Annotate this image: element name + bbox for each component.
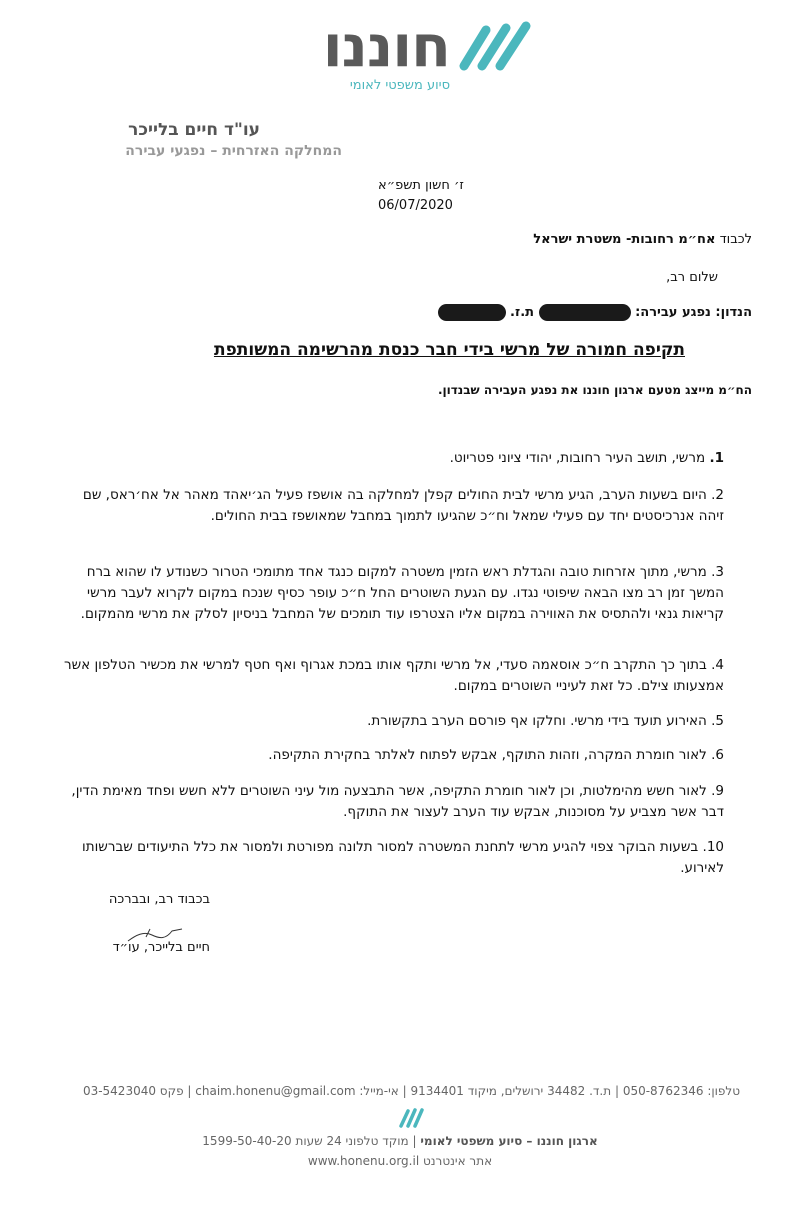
paragraph-text: לאור חשש מהימלטות, וכן לאור חומרת התקיפה, אשר התבצעה מול עיני השוטרים ללא חשש ופחד מאימת הדין, דבר אשר מצביע על מסוכנות, אבקש עוד הערב לעצור את התוקף. bbox=[71, 783, 724, 820]
date-gregorian: 06/07/2020 bbox=[378, 198, 453, 213]
logo-stripes-icon bbox=[456, 20, 540, 74]
paragraph-text: בשעות הבוקר צפוי להגיע מרשי לתחנת המשטרה למסור תלונה מפורטת ולמסור את כלל התיעודים שברשותו לאירוע. bbox=[82, 839, 724, 876]
paragraph-number: 9. bbox=[711, 783, 724, 799]
redacted-id bbox=[438, 304, 506, 321]
subject-line bbox=[438, 304, 752, 321]
paragraph-3 bbox=[64, 562, 724, 625]
paragraph-text: היום בשעות הערב, הגיע מרשי לבית החולים קפלן למחלקה בה אושפז פעיל הג׳יאהד מאהר אל אח׳ראס, שם זיהה אנרכיסטים יחד עם פעילי שמאל וח״כ שהגיעו לתמוך במחבל שמאושפז בבית החולים. bbox=[82, 487, 724, 524]
paragraph-text: האירוע תועד בידי מרשי. וחלקו אף פורסם הערב בתקשורת. bbox=[367, 713, 707, 729]
recipient-prefix: לכבוד bbox=[719, 232, 752, 247]
paragraph-text: לאור חומרת המקרה, וזהות התוקף, אבקש לפתוח לאלתר בחקירת התקיפה. bbox=[268, 747, 707, 763]
paragraph-4 bbox=[64, 655, 724, 697]
paragraph-number: 5. bbox=[711, 713, 724, 729]
paragraph-2 bbox=[64, 485, 724, 527]
footer-hotline: | מוקד טלפוני 24 שעות 1599-50-40-20 bbox=[202, 1134, 417, 1148]
letter-headline: תקיפה חמורה של מרשי בידי חבר כנסת מהרשימה המשותפת bbox=[213, 340, 685, 360]
paragraph-5 bbox=[64, 711, 724, 732]
closing-line: בכבוד רב, ובברכה bbox=[108, 892, 210, 907]
paragraph-number: 6. bbox=[711, 747, 724, 763]
footer-website: אתר אינטרנט www.honenu.org.il bbox=[307, 1154, 493, 1168]
paragraph-text: מרשי, תושב העיר רחובות, יהודי ציוני פטריוט. bbox=[449, 450, 706, 466]
intro-line: הח״מ מייצג מטעם ארגון חוננו את נפגע העבירה שבנדון. bbox=[437, 383, 752, 397]
recipient-name: אח״מ רחובות- משטרת ישראל bbox=[533, 232, 716, 247]
paragraph-number: 2. bbox=[711, 487, 724, 503]
paragraph-number: 4. bbox=[711, 657, 724, 673]
paragraph-1 bbox=[64, 448, 724, 469]
footer-contact: טלפון: 050-8762346 | ת.ד. 34482 ירושלים, מיקוד 9134401 | אי-מייל: chaim.honenu@gmail.com | פקס 03-5423040 bbox=[82, 1084, 740, 1098]
subject-id-label: ת.ז. bbox=[510, 305, 535, 320]
redacted-name bbox=[539, 304, 631, 321]
recipient-line bbox=[533, 232, 752, 247]
sender-name: עו"ד חיים בלייכר bbox=[128, 120, 260, 140]
paragraph-number: 3. bbox=[711, 564, 724, 580]
paragraph-10 bbox=[64, 837, 724, 879]
sender-department: המחלקה האזרחית – נפגעי עבירה bbox=[125, 143, 342, 159]
logo-tagline: סיוע משפטי לאומי bbox=[349, 78, 450, 93]
greeting: שלום רב, bbox=[666, 270, 718, 285]
footer-org bbox=[200, 1134, 600, 1148]
paragraph-9 bbox=[64, 781, 724, 823]
paragraph-text: בתוך כך התקרב ח״כ אוסאמה סעדי, אל מרשי ותקף אותו במכת אגרוף ואף חטף למרשי את מכשיר הטלפון אשר אמצעותו צילם. כל זאת לעיניי השוטרים במקום. bbox=[64, 657, 724, 694]
paragraph-text: מרשי, מתוך אזרחות טובה והגדלת ראש הזמין משטרה למקום כנגד אחד מתומכי הטרור כשנודע לו שהוא ברח המשך זמן רב מצו הבאה שיפוטי נגדו. עם הגעת השוטרים החל ח״כ עופר כסיף שנכח במקום לקרוא לעבר מרשי קריאות גנאי ולהתסיס את האווירה במקום אליו הצטרפו עוד תומכים של המחבל בניסיון לסלק את מרשי מהמקום. bbox=[80, 564, 724, 622]
honenu-logo bbox=[260, 12, 540, 92]
footer-logo-icon bbox=[398, 1107, 424, 1129]
paragraph-number: 10. bbox=[702, 839, 724, 855]
date-hebrew: ז׳ חשון תשפ״א bbox=[378, 178, 464, 193]
subject-label: הנדון: נפגע עבירה: bbox=[635, 305, 752, 320]
paragraph-number: 1. bbox=[709, 450, 724, 466]
paragraph-6 bbox=[64, 745, 724, 766]
signer-name: חיים בלייכר, עו״ד bbox=[112, 940, 210, 955]
footer-org-name: ארגון חוננו – סיוע משפטי לאומי bbox=[420, 1134, 598, 1148]
logo-wordmark: חוננו bbox=[322, 12, 450, 80]
